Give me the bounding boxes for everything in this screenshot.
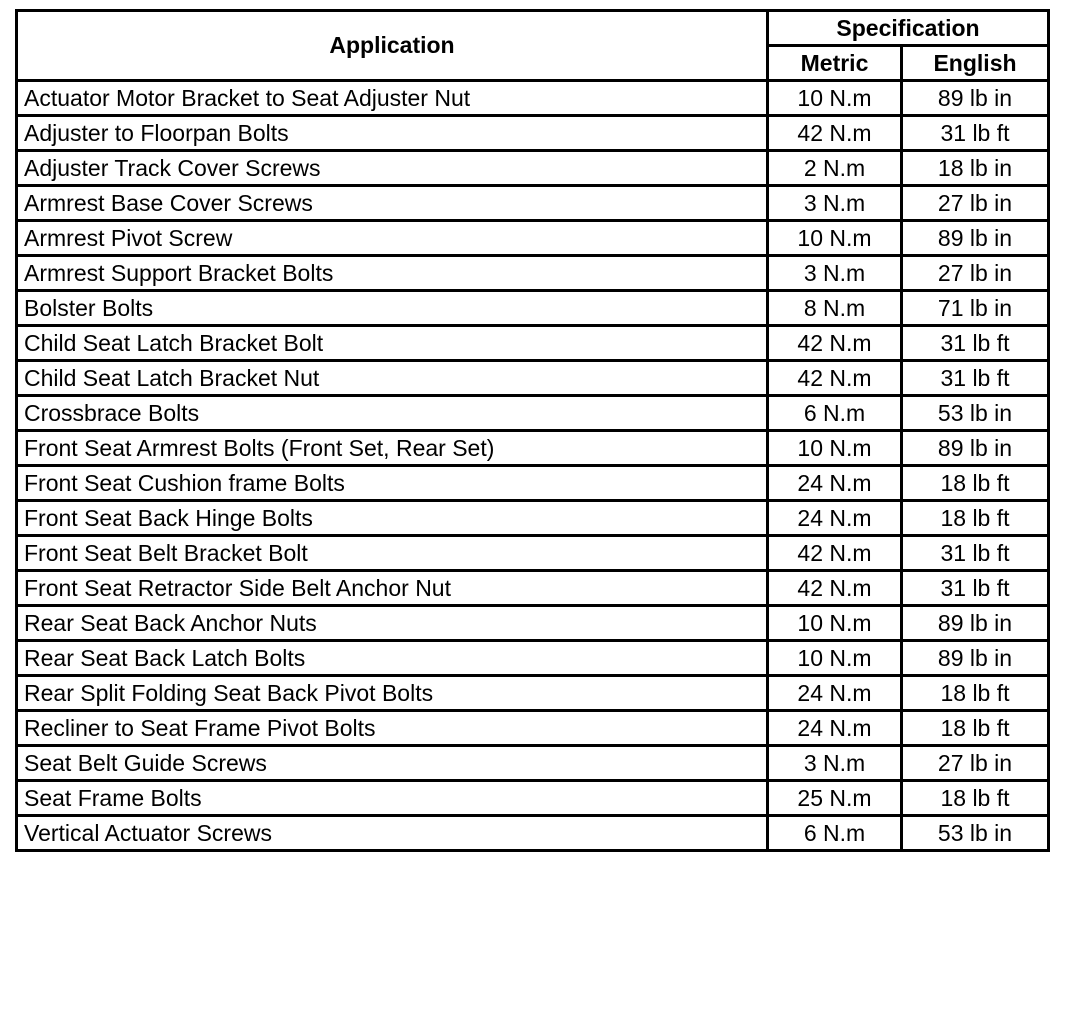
english-cell: 18 lb ft [902,501,1049,536]
english-cell: 18 lb in [902,151,1049,186]
metric-cell: 10 N.m [768,606,902,641]
table-header [17,11,1049,81]
application-cell: Bolster Bolts [17,291,768,326]
application-cell: Actuator Motor Bracket to Seat Adjuster Nut [17,81,768,116]
english-cell: 89 lb in [902,81,1049,116]
application-cell: Front Seat Back Hinge Bolts [17,501,768,536]
application-cell: Child Seat Latch Bracket Nut [17,361,768,396]
english-cell: 53 lb in [902,396,1049,431]
english-cell: 89 lb in [902,221,1049,256]
metric-cell: 10 N.m [768,431,902,466]
application-cell: Front Seat Belt Bracket Bolt [17,536,768,571]
metric-cell: 42 N.m [768,116,902,151]
metric-cell: 24 N.m [768,466,902,501]
metric-cell: 3 N.m [768,746,902,781]
english-cell: 31 lb ft [902,116,1049,151]
english-cell: 31 lb ft [902,536,1049,571]
metric-cell: 42 N.m [768,536,902,571]
english-cell: 71 lb in [902,291,1049,326]
table-row [17,641,1049,676]
english-cell: 89 lb in [902,641,1049,676]
metric-cell: 3 N.m [768,186,902,221]
table-row [17,186,1049,221]
application-header: Application [17,11,768,81]
metric-cell: 25 N.m [768,781,902,816]
table-row [17,291,1049,326]
metric-cell: 10 N.m [768,221,902,256]
metric-cell: 42 N.m [768,326,902,361]
metric-cell: 10 N.m [768,81,902,116]
metric-cell: 6 N.m [768,816,902,851]
table-row [17,606,1049,641]
english-cell: 18 lb ft [902,781,1049,816]
table-row [17,221,1049,256]
application-cell: Front Seat Armrest Bolts (Front Set, Rear Set) [17,431,768,466]
application-cell: Child Seat Latch Bracket Bolt [17,326,768,361]
application-cell: Seat Frame Bolts [17,781,768,816]
application-cell: Seat Belt Guide Screws [17,746,768,781]
english-cell: 31 lb ft [902,571,1049,606]
english-cell: 89 lb in [902,606,1049,641]
table-row [17,816,1049,851]
table-row [17,781,1049,816]
table-row [17,571,1049,606]
application-cell: Rear Seat Back Anchor Nuts [17,606,768,641]
english-header: English [902,46,1049,81]
english-cell: 18 lb ft [902,466,1049,501]
application-cell: Adjuster Track Cover Screws [17,151,768,186]
table-row [17,466,1049,501]
table-row [17,396,1049,431]
metric-cell: 24 N.m [768,676,902,711]
table-row [17,151,1049,186]
english-cell: 53 lb in [902,816,1049,851]
metric-cell: 24 N.m [768,711,902,746]
english-cell: 18 lb ft [902,676,1049,711]
metric-cell: 8 N.m [768,291,902,326]
table-row [17,676,1049,711]
english-cell: 27 lb in [902,256,1049,291]
table-row [17,501,1049,536]
table-row [17,256,1049,291]
application-cell: Crossbrace Bolts [17,396,768,431]
english-cell: 27 lb in [902,746,1049,781]
english-cell: 27 lb in [902,186,1049,221]
english-cell: 18 lb ft [902,711,1049,746]
metric-cell: 6 N.m [768,396,902,431]
application-cell: Recliner to Seat Frame Pivot Bolts [17,711,768,746]
metric-cell: 3 N.m [768,256,902,291]
table-row [17,116,1049,151]
application-cell: Armrest Pivot Screw [17,221,768,256]
metric-cell: 2 N.m [768,151,902,186]
table-body [17,81,1049,851]
application-cell: Rear Split Folding Seat Back Pivot Bolts [17,676,768,711]
table-row [17,361,1049,396]
application-cell: Front Seat Retractor Side Belt Anchor Nut [17,571,768,606]
fastener-torque-table [15,9,1050,852]
metric-cell: 24 N.m [768,501,902,536]
application-cell: Rear Seat Back Latch Bolts [17,641,768,676]
table-row [17,81,1049,116]
table-row [17,746,1049,781]
english-cell: 31 lb ft [902,361,1049,396]
english-cell: 31 lb ft [902,326,1049,361]
metric-cell: 42 N.m [768,361,902,396]
metric-cell: 42 N.m [768,571,902,606]
table-row [17,326,1049,361]
application-cell: Vertical Actuator Screws [17,816,768,851]
application-cell: Armrest Support Bracket Bolts [17,256,768,291]
metric-cell: 10 N.m [768,641,902,676]
table-row [17,431,1049,466]
english-cell: 89 lb in [902,431,1049,466]
table-row [17,711,1049,746]
specification-header: Specification [768,11,1049,46]
application-cell: Armrest Base Cover Screws [17,186,768,221]
application-cell: Adjuster to Floorpan Bolts [17,116,768,151]
application-cell: Front Seat Cushion frame Bolts [17,466,768,501]
metric-header: Metric [768,46,902,81]
table-row [17,536,1049,571]
